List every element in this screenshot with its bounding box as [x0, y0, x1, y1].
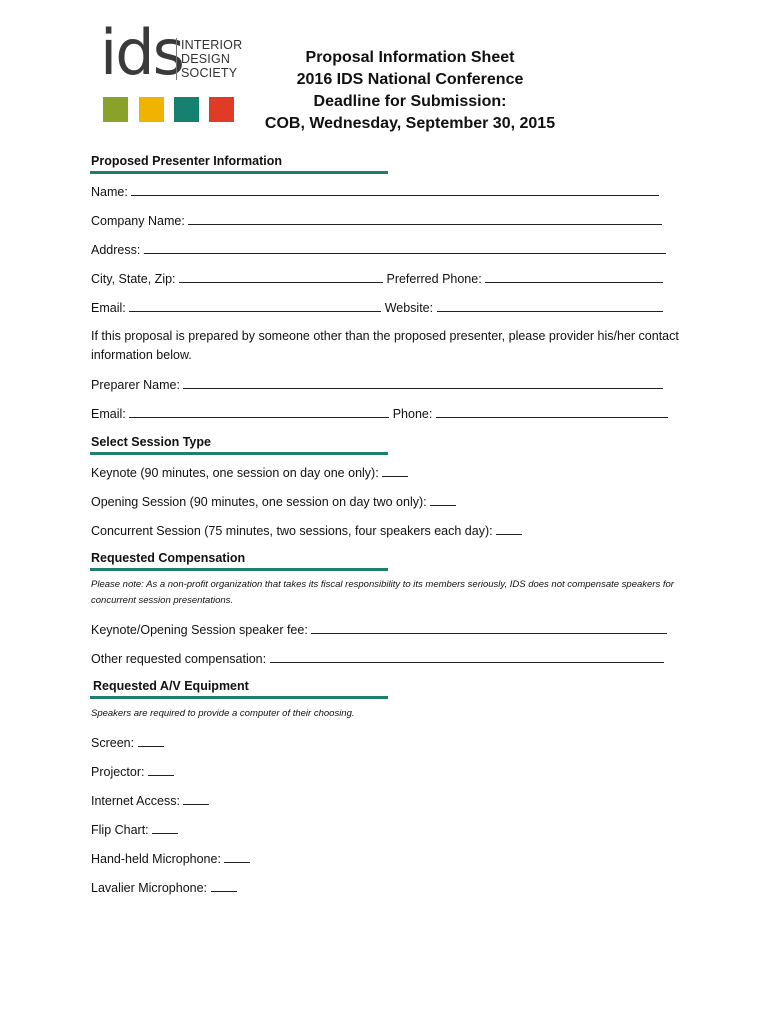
city-label: City, State, Zip:	[91, 272, 176, 286]
name-field[interactable]	[131, 183, 659, 196]
internet-row	[91, 792, 209, 808]
concurrent-row	[91, 522, 522, 538]
projector-label: Projector:	[91, 765, 145, 779]
name-row	[91, 183, 659, 199]
preparer-email-field[interactable]	[129, 405, 389, 418]
screen-label: Screen:	[91, 736, 135, 750]
city-field[interactable]	[179, 270, 383, 283]
logo-mark: ids	[100, 16, 183, 89]
keynote-field[interactable]	[382, 464, 408, 477]
logo-square-red	[209, 97, 234, 122]
preparer-email-label: Email:	[91, 407, 126, 421]
projector-row	[91, 763, 174, 779]
preparer-name-field[interactable]	[183, 376, 663, 389]
logo-wordmark	[176, 38, 242, 80]
other-comp-field[interactable]	[270, 650, 664, 663]
opening-field[interactable]	[430, 493, 456, 506]
compensation-note: Please note: As a non-profit organization that takes its fiscal responsibility to its members seriously, IDS does not compensate speakers for concurrent session presentations.	[91, 579, 674, 606]
handheld-label: Hand-held Microphone:	[91, 852, 221, 866]
section-rule	[90, 696, 388, 699]
logo-text-line: SOCIETY	[181, 66, 238, 80]
section-rule	[90, 452, 388, 455]
company-row	[91, 212, 662, 228]
logo-square-yellow	[139, 97, 164, 122]
av-heading: Requested A/V Equipment	[93, 679, 249, 693]
preparer-phone-field[interactable]	[436, 405, 668, 418]
screen-row	[91, 734, 164, 750]
logo-text-line: DESIGN	[181, 52, 231, 66]
address-row	[91, 241, 666, 257]
opening-label: Opening Session (90 minutes, one session on day two only):	[91, 495, 427, 509]
logo-square-teal	[174, 97, 199, 122]
internet-label: Internet Access:	[91, 794, 180, 808]
section-rule	[90, 568, 388, 571]
av-note: Speakers are required to provide a computer of their choosing.	[91, 708, 355, 719]
projector-field[interactable]	[148, 763, 174, 776]
phone-label: Preferred Phone:	[386, 272, 482, 286]
title-line: COB, Wednesday, September 30, 2015	[264, 115, 556, 132]
session-heading: Select Session Type	[91, 435, 211, 449]
website-label: Website:	[384, 301, 434, 315]
screen-field[interactable]	[138, 734, 164, 747]
handheld-row	[91, 850, 250, 866]
email-label: Email:	[91, 301, 126, 315]
lavalier-field[interactable]	[211, 879, 237, 892]
keynote-row	[91, 464, 408, 480]
keynote-label: Keynote (90 minutes, one session on day one only):	[91, 466, 379, 480]
preparer-name-row	[91, 376, 663, 392]
handheld-field[interactable]	[224, 850, 250, 863]
keynote-fee-field[interactable]	[311, 621, 667, 634]
concurrent-field[interactable]	[496, 522, 522, 535]
title-line: 2016 IDS National Conference	[296, 71, 524, 88]
logo-square-green	[103, 97, 128, 122]
preparer-intro: If this proposal is prepared by someone other than the proposed presenter, please provider his/her contact information below.	[91, 329, 679, 362]
other-comp-label: Other requested compensation:	[91, 652, 267, 666]
city-phone-row	[91, 270, 663, 286]
opening-row	[91, 493, 456, 509]
keynote-fee-label: Keynote/Opening Session speaker fee:	[91, 623, 308, 637]
title-line: Deadline for Submission:	[313, 93, 507, 110]
flipchart-field[interactable]	[152, 821, 178, 834]
address-label: Address:	[91, 243, 141, 257]
presenter-heading: Proposed Presenter Information	[91, 154, 283, 168]
title-line: Proposal Information Sheet	[305, 49, 515, 66]
internet-field[interactable]	[183, 792, 209, 805]
lavalier-label: Lavalier Microphone:	[91, 881, 208, 895]
logo-text-line: INTERIOR	[181, 38, 243, 52]
phone-field[interactable]	[485, 270, 663, 283]
keynote-fee-row	[91, 621, 667, 637]
document-title	[260, 47, 560, 135]
email-website-row	[91, 299, 663, 315]
preparer-name-label: Preparer Name:	[91, 378, 180, 392]
compensation-heading: Requested Compensation	[91, 551, 246, 565]
website-field[interactable]	[437, 299, 663, 312]
lavalier-row	[91, 879, 237, 895]
email-field[interactable]	[129, 299, 381, 312]
preparer-contact-row	[91, 405, 668, 421]
other-comp-row	[91, 650, 664, 666]
preparer-phone-label: Phone:	[392, 407, 433, 421]
company-label: Company Name:	[91, 214, 185, 228]
name-label: Name:	[91, 185, 128, 199]
address-field[interactable]	[144, 241, 666, 254]
section-rule	[90, 171, 388, 174]
concurrent-label: Concurrent Session (75 minutes, two sessions, four speakers each day):	[91, 524, 493, 538]
flipchart-label: Flip Chart:	[91, 823, 149, 837]
flipchart-row	[91, 821, 178, 837]
company-field[interactable]	[188, 212, 662, 225]
